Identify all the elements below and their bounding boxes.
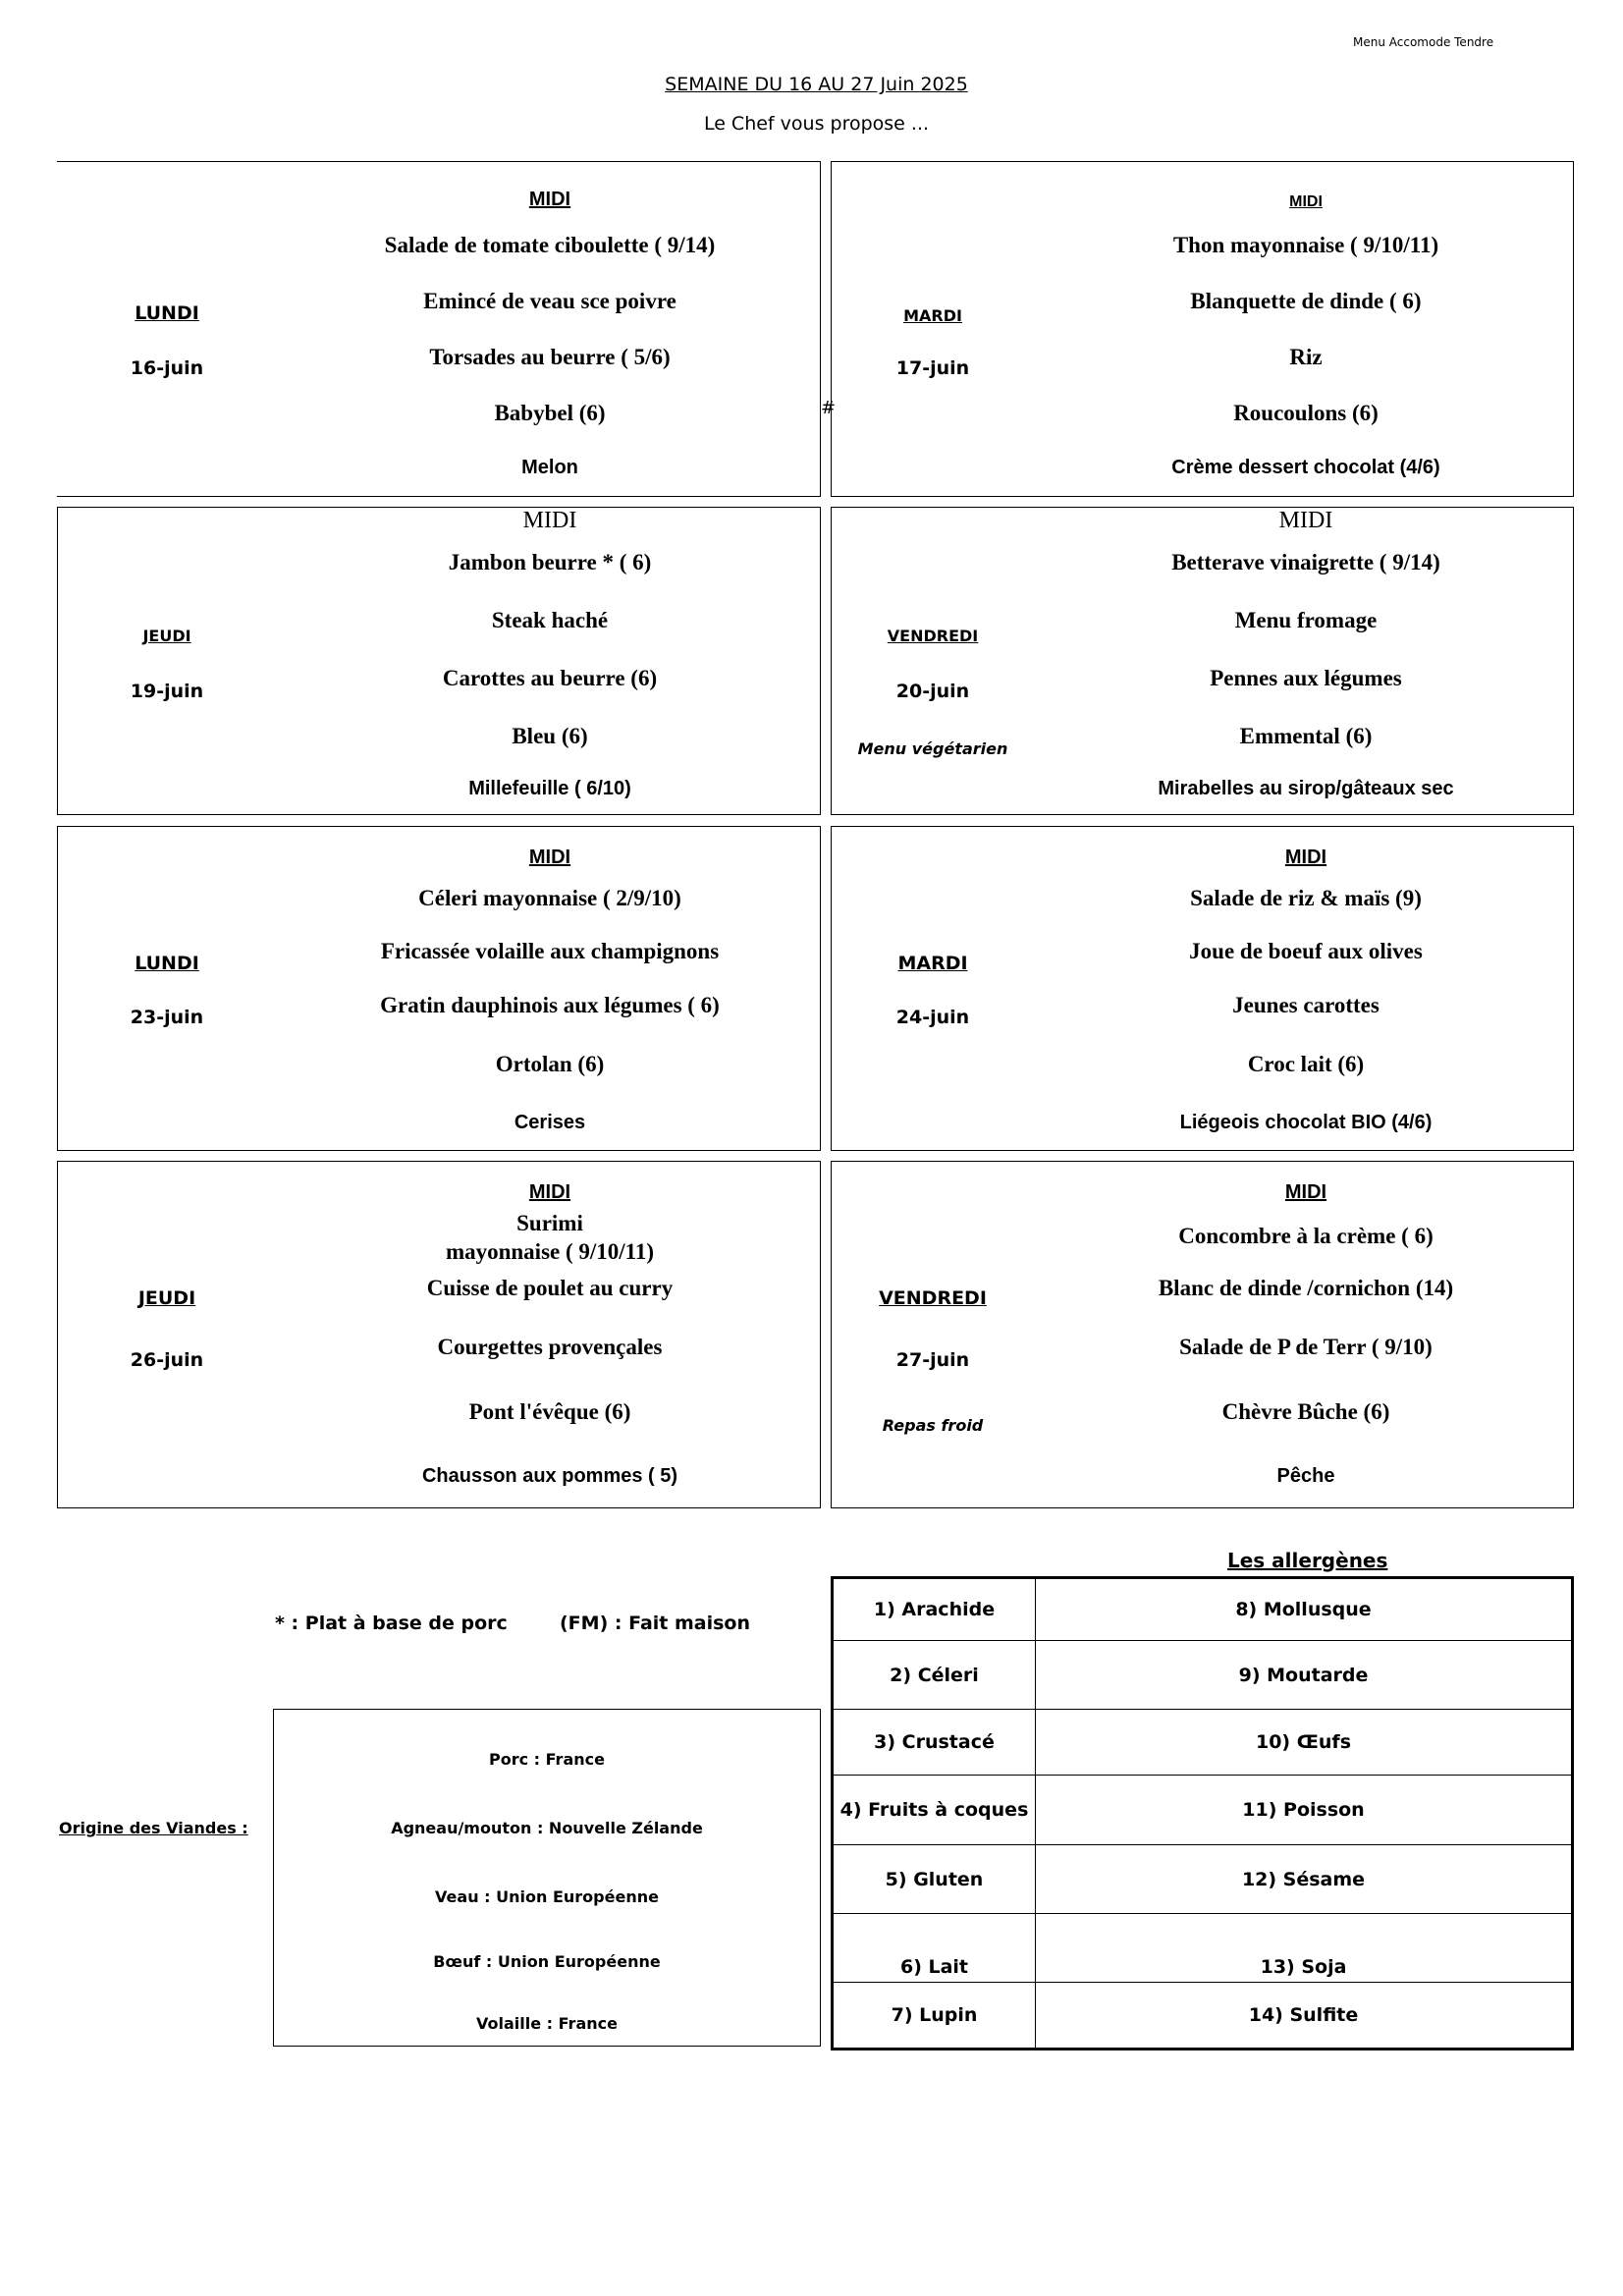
day-name: JEUDI: [137, 1287, 196, 1309]
dish-item: Thon mayonnaise ( 9/10/11): [1172, 233, 1439, 257]
menu-note: Repas froid: [882, 1416, 984, 1435]
allergen-cell: 11) Poisson: [1036, 1776, 1573, 1845]
dish-item: Roucoulons (6): [1233, 401, 1379, 425]
dish-item: Bleu (6): [512, 724, 588, 748]
table-row: [833, 1914, 1573, 1983]
meal-header: MIDI: [1289, 193, 1323, 210]
day-date: 26-juin: [130, 1349, 204, 1371]
dish-item: Joue de boeuf aux olives: [1189, 939, 1423, 963]
day-name: LUNDI: [135, 953, 199, 974]
day-name: VENDREDI: [879, 1287, 987, 1309]
dessert-item: Melon: [521, 457, 578, 478]
table-row: [833, 1845, 1573, 1914]
day-panel-lundi-23: [57, 826, 821, 1151]
dish-item: Babybel (6): [494, 401, 606, 425]
dish-item: Carottes au beurre (6): [442, 666, 658, 690]
dessert-item: Mirabelles au sirop/gâteaux sec: [1158, 778, 1454, 799]
day-panel-lundi-16: [57, 161, 821, 497]
day-panel-mardi-24: [831, 826, 1574, 1151]
allergen-cell: 14) Sulfite: [1036, 1983, 1573, 2050]
origin-item: Agneau/mouton : Nouvelle Zélande: [391, 1819, 703, 1837]
meal-header: MIDI: [522, 508, 577, 533]
dessert-item: Liégeois chocolat BIO (4/6): [1179, 1112, 1433, 1133]
dish-item: Steak haché: [491, 608, 609, 632]
allergen-cell: 10) Œufs: [1036, 1710, 1573, 1776]
dish-item: Emincé de veau sce poivre: [423, 289, 676, 313]
legend-homemade: (FM) : Fait maison: [560, 1613, 750, 1634]
dish-item: Pont l'évêque (6): [468, 1399, 631, 1424]
origin-item: Veau : Union Européenne: [435, 1887, 659, 1906]
origin-item: Bœuf : Union Européenne: [433, 1952, 661, 1971]
dish-item: Surimi: [516, 1211, 583, 1235]
day-name: JEUDI: [142, 627, 191, 645]
page-title: SEMAINE DU 16 AU 27 Juin 2025: [665, 74, 968, 95]
meal-header: MIDI: [528, 847, 571, 868]
day-date: 17-juin: [895, 357, 970, 379]
dish-item: mayonnaise ( 9/10/11): [445, 1239, 655, 1264]
dish-item: Croc lait (6): [1247, 1052, 1365, 1076]
allergen-cell: 8) Mollusque: [1036, 1578, 1573, 1641]
meal-header: MIDI: [1278, 508, 1333, 533]
dessert-item: Millefeuille ( 6/10): [468, 778, 631, 799]
dessert-item: Crème dessert chocolat (4/6): [1171, 457, 1440, 478]
day-date: 16-juin: [130, 357, 204, 379]
dish-item: Jambon beurre * ( 6): [448, 550, 652, 574]
table-row: [833, 1983, 1573, 2050]
table-row: [833, 1578, 1573, 1641]
day-panel-mardi-17: [831, 161, 1574, 497]
dish-item: Céleri mayonnaise ( 2/9/10): [418, 886, 681, 910]
allergen-cell: 9) Moutarde: [1036, 1641, 1573, 1710]
allergen-cell: 2) Céleri: [833, 1641, 1036, 1710]
allergen-cell: 3) Crustacé: [833, 1710, 1036, 1776]
day-name: VENDREDI: [887, 627, 979, 645]
dessert-item: Chausson aux pommes ( 5): [421, 1465, 678, 1487]
dish-item: Riz: [1289, 345, 1323, 369]
dish-item: Cuisse de poulet au curry: [426, 1276, 674, 1300]
page-subtitle: Le Chef vous propose ...: [703, 113, 930, 135]
dish-item: Salade de riz & maïs (9): [1190, 886, 1422, 910]
menu-note: Menu végétarien: [857, 739, 1008, 758]
day-name: LUNDI: [135, 302, 199, 324]
table-row: [833, 1710, 1573, 1776]
table-row: [833, 1776, 1573, 1845]
meal-header: MIDI: [528, 1181, 571, 1203]
day-date: 19-juin: [130, 681, 204, 702]
allergen-cell: 1) Arachide: [833, 1578, 1036, 1641]
day-date: 23-juin: [130, 1007, 204, 1028]
menu-type-label: Menu Accomode Tendre: [1353, 35, 1494, 49]
allergen-cell: 4) Fruits à coques: [833, 1776, 1036, 1845]
allergen-cell: 12) Sésame: [1036, 1845, 1573, 1914]
day-date: 24-juin: [895, 1007, 970, 1028]
legend-pork: * : Plat à base de porc: [275, 1613, 508, 1634]
day-date: 27-juin: [895, 1349, 970, 1371]
allergen-table: [831, 1576, 1574, 2050]
origin-label: Origine des Viandes :: [59, 1819, 248, 1837]
day-name: MARDI: [897, 953, 968, 974]
dish-item: Jeunes carottes: [1232, 993, 1380, 1017]
allergen-cell: 13) Soja: [1036, 1914, 1573, 1983]
allergen-cell: 5) Gluten: [833, 1845, 1036, 1914]
dish-item: Salade de tomate ciboulette ( 9/14): [384, 233, 716, 257]
allergen-title: Les allergènes: [1227, 1549, 1388, 1572]
dish-item: Gratin dauphinois aux légumes ( 6): [380, 993, 720, 1017]
dish-item: Concombre à la crème ( 6): [1178, 1224, 1434, 1248]
meal-header: MIDI: [1284, 1181, 1327, 1203]
origin-item: Porc : France: [489, 1750, 605, 1769]
dish-item: Pennes aux légumes: [1210, 666, 1402, 690]
meal-header: MIDI: [1284, 847, 1327, 868]
day-date: 20-juin: [895, 681, 970, 702]
dessert-item: Pêche: [1276, 1465, 1335, 1487]
allergen-cell: 7) Lupin: [833, 1983, 1036, 2050]
dish-item: Blanquette de dinde ( 6): [1190, 289, 1422, 313]
origin-item: Volaille : France: [476, 2014, 618, 2033]
dish-item: Betterave vinaigrette ( 9/14): [1171, 550, 1440, 574]
dish-item: Courgettes provençales: [437, 1335, 663, 1359]
dish-item: Torsades au beurre ( 5/6): [429, 345, 671, 369]
allergen-cell: 6) Lait: [833, 1914, 1036, 1983]
dish-item: Emmental (6): [1239, 724, 1373, 748]
day-name: MARDI: [903, 306, 962, 325]
dessert-item: Cerises: [514, 1112, 586, 1133]
dish-item: Menu fromage: [1234, 608, 1378, 632]
dish-item: Salade de P de Terr ( 9/10): [1179, 1335, 1433, 1359]
dish-item: Fricassée volaille aux champignons: [380, 939, 720, 963]
table-row: [833, 1641, 1573, 1710]
separator-mark: #: [821, 398, 837, 418]
meal-header: MIDI: [528, 189, 571, 210]
dish-item: Ortolan (6): [495, 1052, 605, 1076]
dish-item: Blanc de dinde /cornichon (14): [1158, 1276, 1454, 1300]
dish-item: Chèvre Bûche (6): [1221, 1399, 1390, 1424]
